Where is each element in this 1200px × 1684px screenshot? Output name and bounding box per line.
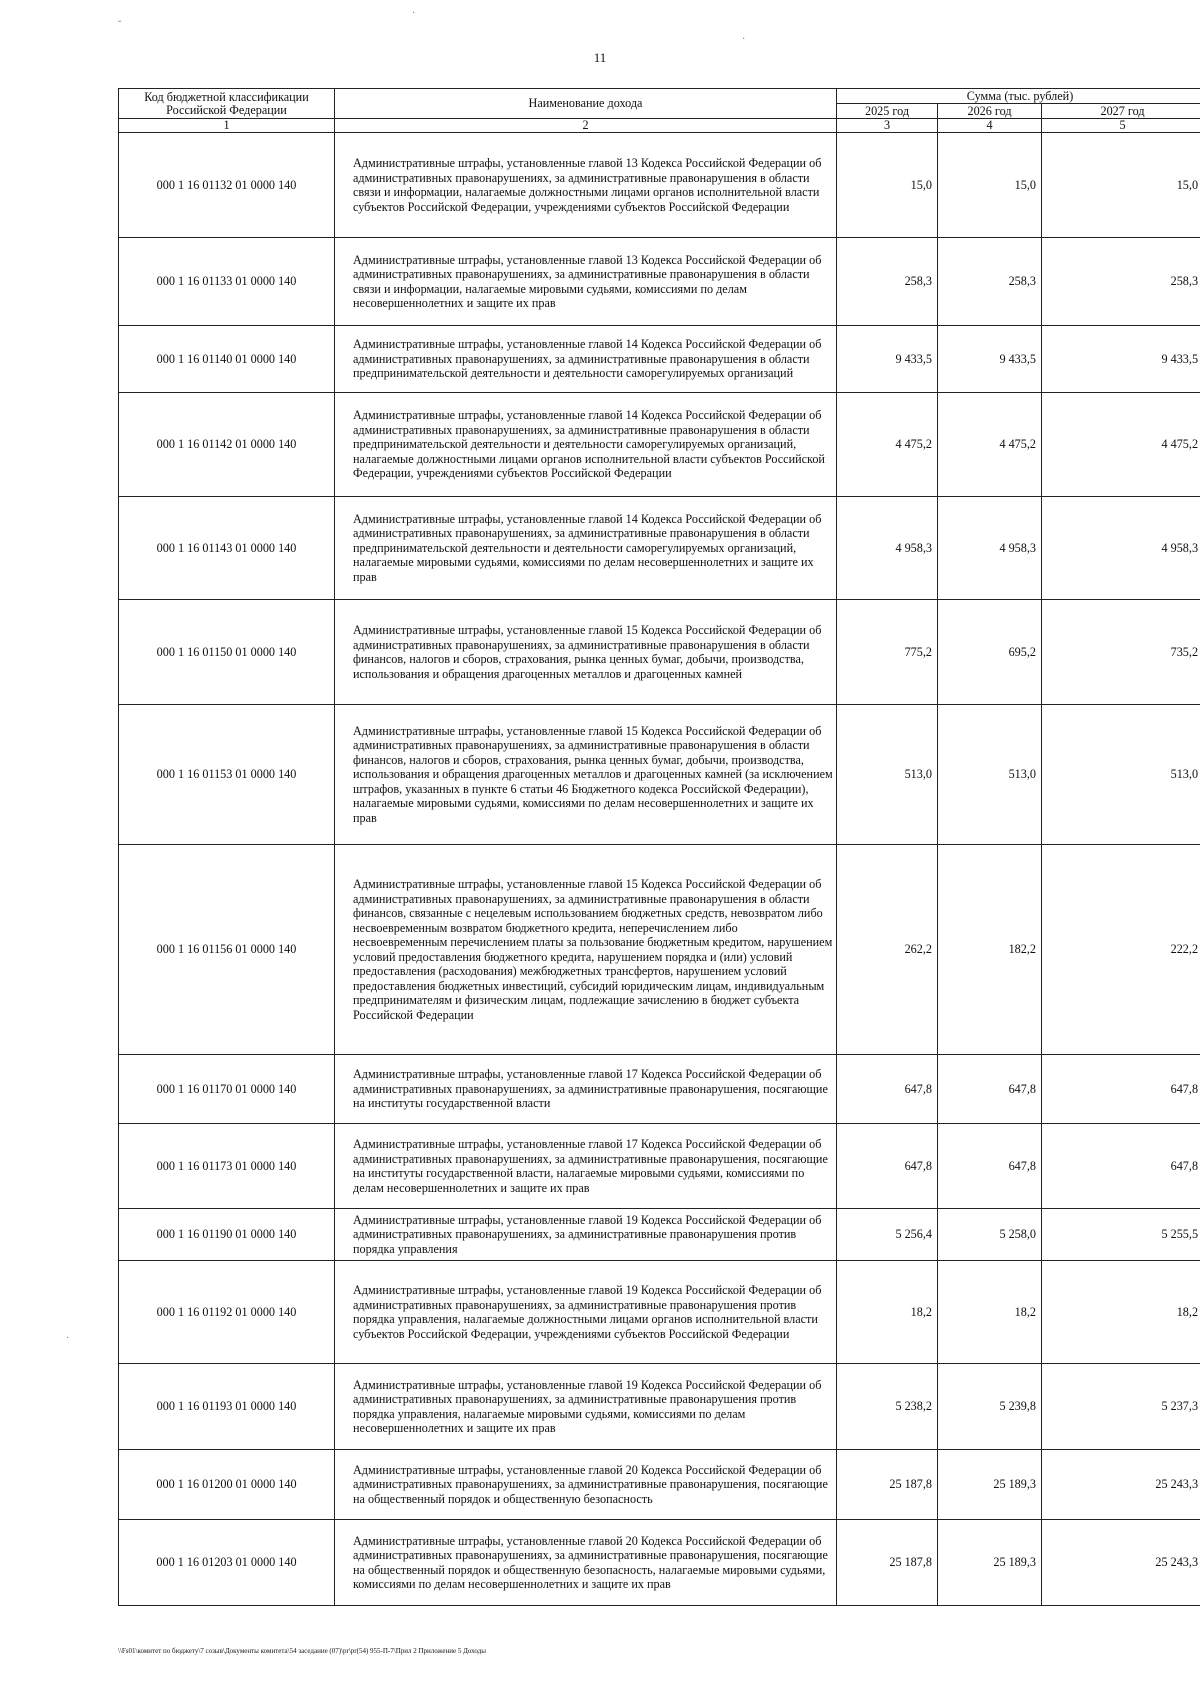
header-year-2025: 2025 год xyxy=(837,104,938,119)
col-number-3: 3 xyxy=(837,119,938,133)
row-value-2026: 647,8 xyxy=(938,1124,1042,1209)
table-row xyxy=(119,600,1200,705)
scan-speck: · xyxy=(412,8,416,19)
row-value-2027: 4 958,3 xyxy=(1042,497,1200,600)
row-value-2027: 25 243,3 xyxy=(1042,1450,1200,1520)
row-value-2027: 647,8 xyxy=(1042,1124,1200,1209)
row-name: Административные штрафы, установленные главой 14 Кодекса Российской Федерации об административных правонарушениях, за административные правонарушения в области предпринимательской деятельности и деятельности саморегулируемых организаций, налагаемые мировыми судьями, комиссиями по делам несовершеннолетних и защите их прав xyxy=(335,497,837,600)
row-code: 000 1 16 01140 01 0000 140 xyxy=(119,326,335,393)
col-number-5: 5 xyxy=(1042,119,1200,133)
row-name: Административные штрафы, установленные главой 17 Кодекса Российской Федерации об административных правонарушениях, за административные правонарушения, посягающие на институты государственной власти xyxy=(335,1055,837,1124)
row-value-2026: 182,2 xyxy=(938,845,1042,1055)
row-value-2027: 735,2 xyxy=(1042,600,1200,705)
table-row xyxy=(119,133,1200,238)
row-value-2027: 18,2 xyxy=(1042,1261,1200,1364)
row-code: 000 1 16 01190 01 0000 140 xyxy=(119,1209,335,1261)
row-value-2025: 25 187,8 xyxy=(837,1450,938,1520)
table-row xyxy=(119,326,1200,393)
row-name: Административные штрафы, установленные главой 19 Кодекса Российской Федерации об административных правонарушениях, за административные правонарушения против порядка управления, налагаемые должностными лицами органов исполнительной власти субъектов Российской Федерации, учреждениями субъектов Российской Федерации xyxy=(335,1261,837,1364)
scan-speck: · xyxy=(66,1333,70,1344)
row-value-2026: 9 433,5 xyxy=(938,326,1042,393)
row-value-2027: 9 433,5 xyxy=(1042,326,1200,393)
row-value-2025: 262,2 xyxy=(837,845,938,1055)
row-name: Административные штрафы, установленные главой 13 Кодекса Российской Федерации об административных правонарушениях, за административные правонарушения в области связи и информации, налагаемые должностными лицами органов исполнительной власти субъектов Российской Федерации, учреждениями субъектов Российской Федерации xyxy=(335,133,837,238)
row-code: 000 1 16 01156 01 0000 140 xyxy=(119,845,335,1055)
row-code: 000 1 16 01173 01 0000 140 xyxy=(119,1124,335,1209)
row-name: Административные штрафы, установленные главой 14 Кодекса Российской Федерации об административных правонарушениях, за административные правонарушения в области предпринимательской деятельности и деятельности саморегулируемых организаций xyxy=(335,326,837,393)
row-value-2025: 4 958,3 xyxy=(837,497,938,600)
scan-speck: · xyxy=(742,34,746,45)
row-value-2026: 4 958,3 xyxy=(938,497,1042,600)
row-name: Административные штрафы, установленные главой 20 Кодекса Российской Федерации об административных правонарушениях, за административные правонарушения, посягающие на общественный порядок и общественную безопасность, налагаемые мировыми судьями, комиссиями по делам несовершеннолетних и защите их прав xyxy=(335,1520,837,1606)
col-number-1: 1 xyxy=(119,119,335,133)
row-value-2026: 647,8 xyxy=(938,1055,1042,1124)
table-row xyxy=(119,845,1200,1055)
row-name: Административные штрафы, установленные главой 20 Кодекса Российской Федерации об административных правонарушениях, за административные правонарушения, посягающие на общественный порядок и общественную безопасность xyxy=(335,1450,837,1520)
row-value-2026: 5 239,8 xyxy=(938,1364,1042,1450)
row-name: Административные штрафы, установленные главой 15 Кодекса Российской Федерации об административных правонарушениях, за административные правонарушения в области финансов, налогов и сборов, страхования, рынка ценных бумаг, добычи, производства, использования и обращения драгоценных металлов и драгоценных камней (за исключением штрафов, указанных в пункте 6 статьи 46 Бюджетного кодекса Российской Федерации), налагаемые мировыми судьями, комиссиями по делам несовершеннолетних и защите их прав xyxy=(335,705,837,845)
table-row xyxy=(119,1209,1200,1261)
row-name: Административные штрафы, установленные главой 15 Кодекса Российской Федерации об административных правонарушениях, за административные правонарушения в области финансов, связанные с нецелевым использованием бюджетных средств, невозвратом либо несвоевременным возвратом бюджетного кредита, неперечислением либо несвоевременным перечислением платы за пользование бюджетным кредитом, нарушением условий предоставления бюджетного кредита, нарушением порядка и (или) условий предоставления (расходования) межбюджетных трансфертов, нарушением условий предоставления бюджетных инвестиций, субсидий юридическим лицам, индивидуальным предпринимателям и физическим лицам, подлежащие зачислению в бюджет субъекта Российской Федерации xyxy=(335,845,837,1055)
row-code: 000 1 16 01170 01 0000 140 xyxy=(119,1055,335,1124)
page-number: 11 xyxy=(593,50,607,65)
row-code: 000 1 16 01193 01 0000 140 xyxy=(119,1364,335,1450)
row-value-2027: 25 243,3 xyxy=(1042,1520,1200,1606)
row-value-2025: 258,3 xyxy=(837,238,938,326)
row-value-2026: 695,2 xyxy=(938,600,1042,705)
row-code: 000 1 16 01142 01 0000 140 xyxy=(119,393,335,497)
table-row xyxy=(119,1124,1200,1209)
row-value-2025: 18,2 xyxy=(837,1261,938,1364)
row-value-2026: 15,0 xyxy=(938,133,1042,238)
row-value-2025: 4 475,2 xyxy=(837,393,938,497)
row-value-2026: 25 189,3 xyxy=(938,1520,1042,1606)
row-value-2025: 9 433,5 xyxy=(837,326,938,393)
row-code: 000 1 16 01132 01 0000 140 xyxy=(119,133,335,238)
row-value-2027: 5 255,5 xyxy=(1042,1209,1200,1261)
row-code: 000 1 16 01133 01 0000 140 xyxy=(119,238,335,326)
table-row xyxy=(119,393,1200,497)
row-value-2027: 513,0 xyxy=(1042,705,1200,845)
file-path-footer: \\Fs01\комитет по бюджету\7 созыв\Документы комитета\54 заседание (07)\pr\pr(54) 955-П-7\Прил 2 Приложение 5 Доходы xyxy=(118,1647,486,1655)
table-row xyxy=(119,1261,1200,1364)
row-value-2026: 18,2 xyxy=(938,1261,1042,1364)
income-table xyxy=(118,88,1200,1606)
row-value-2026: 513,0 xyxy=(938,705,1042,845)
row-code: 000 1 16 01203 01 0000 140 xyxy=(119,1520,335,1606)
header-sum: Сумма (тыс. рублей) xyxy=(837,89,1200,104)
row-code: 000 1 16 01143 01 0000 140 xyxy=(119,497,335,600)
row-code: 000 1 16 01200 01 0000 140 xyxy=(119,1450,335,1520)
table-row xyxy=(119,497,1200,600)
table-row xyxy=(119,238,1200,326)
header-year-2026: 2026 год xyxy=(938,104,1042,119)
row-value-2027: 4 475,2 xyxy=(1042,393,1200,497)
row-name: Административные штрафы, установленные главой 19 Кодекса Российской Федерации об административных правонарушениях, за административные правонарушения против порядка управления, налагаемые мировыми судьями, комиссиями по делам несовершеннолетних и защите их прав xyxy=(335,1364,837,1450)
header-year-2027: 2027 год xyxy=(1042,104,1200,119)
table-row xyxy=(119,1055,1200,1124)
row-code: 000 1 16 01192 01 0000 140 xyxy=(119,1261,335,1364)
row-code: 000 1 16 01153 01 0000 140 xyxy=(119,705,335,845)
row-name: Административные штрафы, установленные главой 17 Кодекса Российской Федерации об административных правонарушениях, за административные правонарушения, посягающие на институты государственной власти, налагаемые мировыми судьями, комиссиями по делам несовершеннолетних и защите их прав xyxy=(335,1124,837,1209)
row-value-2025: 5 238,2 xyxy=(837,1364,938,1450)
row-name: Административные штрафы, установленные главой 14 Кодекса Российской Федерации об административных правонарушениях, за административные правонарушения в области предпринимательской деятельности и деятельности саморегулируемых организаций, налагаемые должностными лицами органов исполнительной власти субъектов Российской Федерации, учреждениями субъектов Российской Федерации xyxy=(335,393,837,497)
row-name: Административные штрафы, установленные главой 15 Кодекса Российской Федерации об административных правонарушениях, за административные правонарушения в области финансов, налогов и сборов, страхования, рынка ценных бумаг, добычи, производства, использования и обращения драгоценных металлов и драгоценных камней xyxy=(335,600,837,705)
table-row xyxy=(119,1364,1200,1450)
table-row xyxy=(119,705,1200,845)
row-code: 000 1 16 01150 01 0000 140 xyxy=(119,600,335,705)
row-value-2026: 258,3 xyxy=(938,238,1042,326)
row-value-2026: 4 475,2 xyxy=(938,393,1042,497)
row-value-2025: 15,0 xyxy=(837,133,938,238)
row-value-2027: 647,8 xyxy=(1042,1055,1200,1124)
row-value-2026: 5 258,0 xyxy=(938,1209,1042,1261)
row-value-2027: 15,0 xyxy=(1042,133,1200,238)
col-number-2: 2 xyxy=(335,119,837,133)
row-value-2025: 5 256,4 xyxy=(837,1209,938,1261)
row-name: Административные штрафы, установленные главой 13 Кодекса Российской Федерации об административных правонарушениях, за административные правонарушения в области связи и информации, налагаемые мировыми судьями, комиссиями по делам несовершеннолетних и защите их прав xyxy=(335,238,837,326)
row-value-2025: 775,2 xyxy=(837,600,938,705)
row-value-2025: 647,8 xyxy=(837,1124,938,1209)
table-row xyxy=(119,1450,1200,1520)
row-value-2027: 5 237,3 xyxy=(1042,1364,1200,1450)
table-row xyxy=(119,1520,1200,1606)
row-name: Административные штрафы, установленные главой 19 Кодекса Российской Федерации об административных правонарушениях, за административные правонарушения против порядка управления xyxy=(335,1209,837,1261)
scan-speck: ˇ xyxy=(118,20,122,31)
row-value-2027: 222,2 xyxy=(1042,845,1200,1055)
col-number-4: 4 xyxy=(938,119,1042,133)
row-value-2027: 258,3 xyxy=(1042,238,1200,326)
header-name: Наименование дохода xyxy=(335,89,837,119)
row-value-2025: 647,8 xyxy=(837,1055,938,1124)
header-code: Код бюджетной классификации Российской Федерации xyxy=(119,89,335,119)
row-value-2025: 513,0 xyxy=(837,705,938,845)
row-value-2026: 25 189,3 xyxy=(938,1450,1042,1520)
row-value-2025: 25 187,8 xyxy=(837,1520,938,1606)
